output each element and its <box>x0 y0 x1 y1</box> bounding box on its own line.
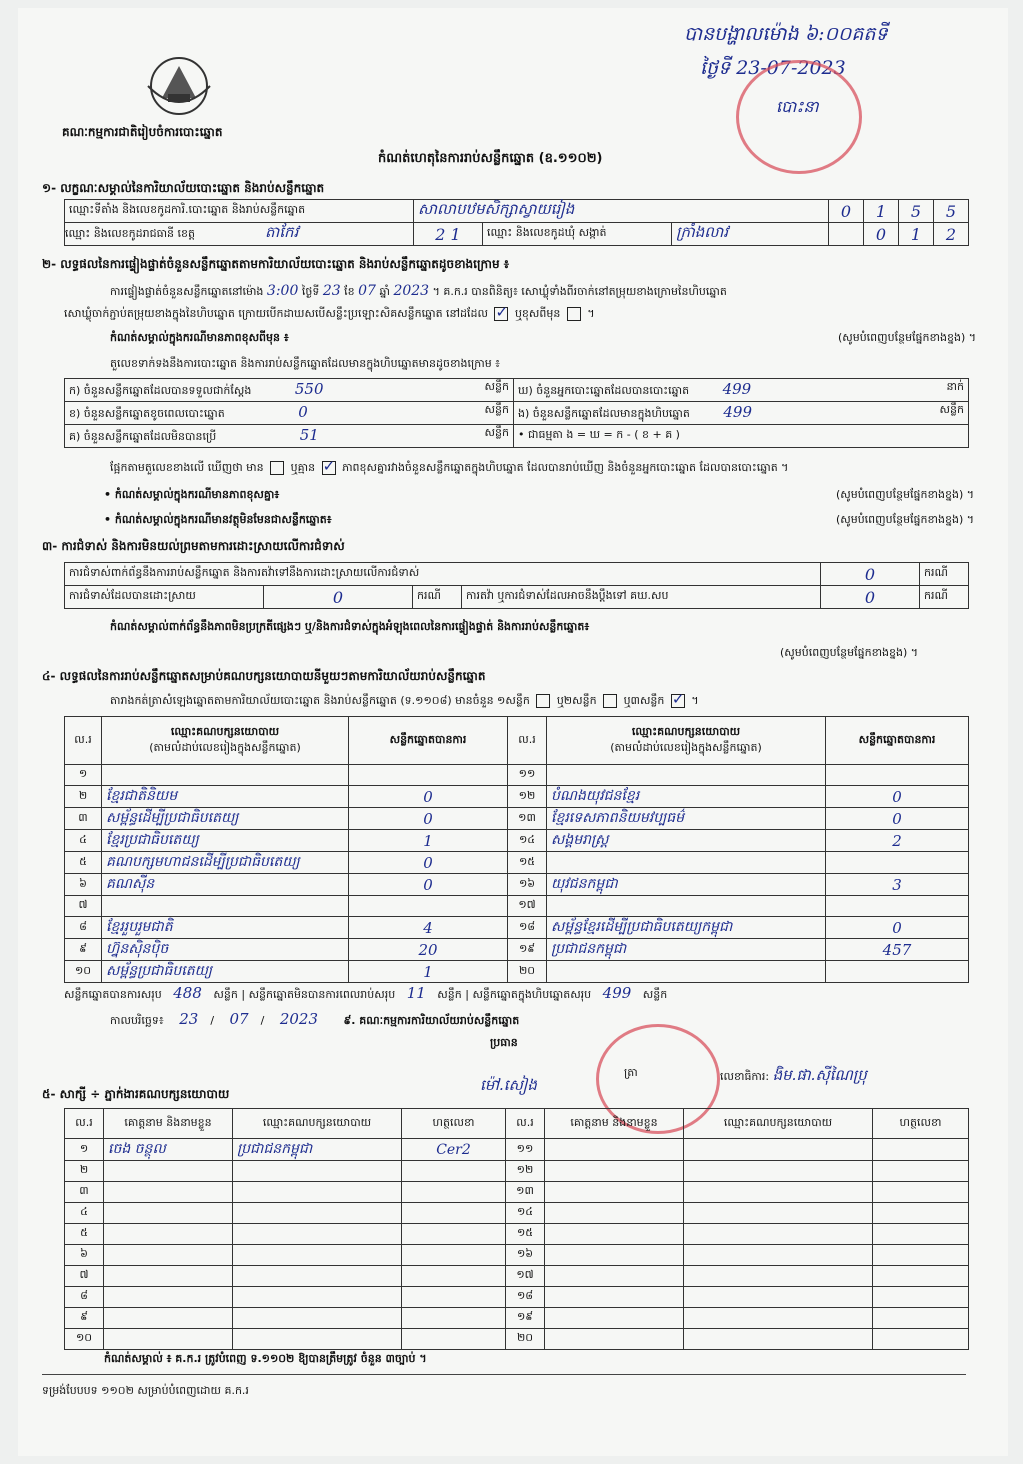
witness-signature <box>873 1203 969 1224</box>
fig-b-label: ខ) ចំនួនសន្លឹកឆ្នោតខូចពេលបោះឆ្នោត 0 សន្លឹក <box>65 402 514 425</box>
party-name: សង្គមរាស្ត្រ <box>547 830 826 852</box>
witness-party <box>684 1308 873 1329</box>
two-sheet-checkbox[interactable] <box>603 694 617 708</box>
party-votes: 1 <box>349 830 508 852</box>
party-no: ១៥ <box>508 852 547 874</box>
witness-signature <box>402 1161 506 1182</box>
objection-resolved-unit: ករណី <box>413 586 462 609</box>
party-name: សម្ព័ន្ធដើម្បីប្រជាធិបតេយ្យ <box>102 808 349 830</box>
table-row <box>65 1224 969 1245</box>
witness-no: ៣ <box>65 1182 104 1203</box>
section5-note: កំណត់សម្គាល់ ៖ គ.ក.រ ត្រូវបំពេញ ទ.១១០២ ឱ្យបានត្រឹមត្រូវ ចំនួន ៣ច្បាប់ ។ <box>104 1352 427 1365</box>
witness-name <box>104 1308 233 1329</box>
party-votes <box>826 896 969 917</box>
party-no: ១២ <box>508 786 547 808</box>
table-row <box>65 852 969 874</box>
witness-signature <box>402 1266 506 1287</box>
witness-party <box>233 1287 402 1308</box>
difference-no-checkbox[interactable] <box>322 461 336 475</box>
secretary-signature: ងិម.ផា.ស៊ីណៃប្រុ <box>772 1066 867 1084</box>
party-name: ហ្វ៊ុនស៊ិនប៉ិច <box>102 939 349 961</box>
witness-name <box>104 1224 233 1245</box>
commune-value: ក្រាំងលាវ <box>672 223 829 246</box>
witness-party <box>684 1329 873 1350</box>
witness-party <box>233 1203 402 1224</box>
objections-table <box>64 562 969 609</box>
verify-time: 3:00 <box>266 283 299 299</box>
party-no: ១៨ <box>508 917 547 939</box>
figures-intro: តួលេខទាក់ទងនឹងការបោះឆ្នោត និងការរាប់សន្លឹកឆ្នោតដែលមានក្នុងហិបឆ្នោតមានដូចខាងក្រោម ៖ <box>110 357 501 370</box>
objection-appeal-label: ការតវ៉ា ឬការជំទាស់ដែលអាចនឹងប្ដឹងទៅ គឃ.សប <box>462 586 821 609</box>
witness-no: ៧ <box>65 1266 104 1287</box>
witness-name <box>545 1161 684 1182</box>
party-results-table <box>64 716 969 983</box>
witness-no: ២ <box>65 1161 104 1182</box>
party-no: ១៩ <box>508 939 547 961</box>
witness-signature <box>402 1329 506 1350</box>
party-votes <box>826 961 969 983</box>
table-row <box>65 808 969 830</box>
ballot-figures-table <box>64 378 969 448</box>
commune-code-2: 1 <box>899 223 934 246</box>
witness-signature <box>873 1182 969 1203</box>
official-stamp-top <box>736 60 862 174</box>
witness-no: ១៧ <box>506 1266 545 1287</box>
witness-signature <box>402 1203 506 1224</box>
col-no-right: ល.រ <box>508 717 547 765</box>
witness-table: ល.រ គោត្តនាម និងនាមខ្លួន ឈ្មោះគណបក្សនយោបាយ ហត្ថលេខា ល.រ គោត្តនាម និងនាមខ្លួន ឈ្មោះគណបក្សនយោបាយ ហត្ថលេខា ១ ចេង ចន្ថុល ប្រជាជនកម្ពុជា Cer2 ១១ ២ ១២ ៣ ១៣ ៤ ១៤ ៥ ១៥ ៦ ១៦ ៧ ១៧ ៨ ១៨ ៩ ១៩ ១០ ២០ <box>64 1108 969 1350</box>
party-no: ១០ <box>65 961 102 983</box>
party-name: គណបក្សមហាជនដើម្បីប្រជាធិបតេយ្យ <box>102 852 349 874</box>
party-no: ១៧ <box>508 896 547 917</box>
station-info-table <box>64 199 969 246</box>
table-row <box>65 874 969 896</box>
commune-code-1: 0 <box>864 223 899 246</box>
party-name: ខ្មែររួបរួមជាតិ <box>102 917 349 939</box>
party-name <box>547 765 826 786</box>
section1-heading: ១- លក្ខណៈសម្គាល់នៃការិយាល័យបោះឆ្នោត និងរាប់សន្លឹកឆ្នោត <box>42 181 325 195</box>
bullet-difference: • កំណត់សម្គាល់ក្នុងករណីមានភាពខុសគ្នា៖ (សូមបំពេញបន្ថែមផ្នែកខាងខ្នង) ។ <box>104 488 974 501</box>
witness-no: ៥ <box>65 1224 104 1245</box>
witness-no: ៨ <box>65 1287 104 1308</box>
date-month: 07 <box>229 1010 249 1028</box>
witness-signature <box>873 1161 969 1182</box>
table-row <box>65 1329 969 1350</box>
witness-name <box>104 1161 233 1182</box>
station-code-3: 5 <box>899 200 934 223</box>
witness-name <box>545 1182 684 1203</box>
party-no: ៦ <box>65 874 102 896</box>
witness-party <box>233 1329 402 1350</box>
party-name: យុវជនកម្ពុជា <box>547 874 826 896</box>
witness-no: ២០ <box>506 1329 545 1350</box>
party-votes: 4 <box>349 917 508 939</box>
total-box-value: 499 <box>602 984 632 1002</box>
station-label: ឈ្មោះទីតាំង និងលេខកូដការិ.បោះឆ្នោត និងរាប់សន្លឹកឆ្នោត <box>65 200 414 223</box>
section2-heading: ២- លទ្ធផលនៃការផ្ទៀងផ្ទាត់ចំនួនសន្លឹកឆ្នោតតាមការិយាល័យបោះឆ្នោត និងរាប់សន្លឹកឆ្នោតដូចខាងក្រោម ៖ <box>42 257 510 271</box>
party-votes <box>826 765 969 786</box>
witness-signature <box>402 1245 506 1266</box>
witness-name <box>545 1203 684 1224</box>
col-no-left: ល.រ <box>65 717 102 765</box>
witness-signature <box>873 1329 969 1350</box>
party-name: បំណងយុវជនខ្មែរ <box>547 786 826 808</box>
three-sheet-checkbox[interactable] <box>671 694 685 708</box>
witness-party <box>233 1224 402 1245</box>
col-party-left: ឈ្មោះគណបក្សនយោបាយ (តាមលំដាប់លេខរៀងក្នុងសន្លឹកឆ្នោត) <box>102 717 349 765</box>
commune-code-3: 2 <box>934 223 969 246</box>
witness-name <box>545 1139 684 1161</box>
table-row <box>65 765 969 786</box>
table-row <box>65 896 969 917</box>
party-name: ខ្មែរជាតិនិយម <box>102 786 349 808</box>
witness-name <box>545 1245 684 1266</box>
witness-signature <box>873 1245 969 1266</box>
party-votes <box>349 765 508 786</box>
seal-same-checkbox[interactable] <box>494 307 508 321</box>
objection-row1-unit: ករណី <box>920 563 969 586</box>
party-votes: 0 <box>826 808 969 830</box>
witness-signature: Cer2 <box>402 1139 506 1161</box>
fig-a-label: ក) ចំនួនសន្លឹកឆ្នោតដែលបានទទួលជាក់ស្តែង 550 សន្លឹក <box>65 379 514 402</box>
party-name: ខ្មែរទេសភាពនិយមវប្បធម៌ <box>547 808 826 830</box>
difference-note-line: កំណត់សម្គាល់ក្នុងករណីមានភាពខុសពីមុន ៖ (សូមបំពេញបន្ថែមផ្នែកខាងខ្នង) ។ <box>110 331 976 344</box>
witness-party <box>684 1266 873 1287</box>
witness-party <box>233 1266 402 1287</box>
fig-d-label: ឃ) ចំនួនអ្នកបោះឆ្នោតដែលបានបោះឆ្នោត 499 នាក់ <box>514 379 969 402</box>
party-name: សម្ព័ន្ធខ្មែរដើម្បីប្រជាធិបតេយ្យកម្ពុជា <box>547 917 826 939</box>
secretary-line: លេខាធិការ: ងិម.ផា.ស៊ីណៃប្រុ <box>720 1066 867 1084</box>
witness-name <box>104 1287 233 1308</box>
total-valid-value: 488 <box>173 984 202 1002</box>
party-votes: 457 <box>826 939 969 961</box>
witness-signature <box>873 1139 969 1161</box>
bullet-non-ballot: • កំណត់សម្គាល់ក្នុងករណីមានវត្ថុមិនមែនជាសន្លឹកឆ្នោត៖ (សូមបំពេញបន្ថែមផ្នែកខាងខ្នង) ។ <box>104 513 974 526</box>
party-name: ប្រជាជនកម្ពុជា <box>547 939 826 961</box>
province-code: 2 1 <box>414 223 483 246</box>
party-name <box>547 961 826 983</box>
witness-party <box>684 1161 873 1182</box>
witness-no: ១៣ <box>506 1182 545 1203</box>
table-row <box>65 830 969 852</box>
witness-name <box>545 1329 684 1350</box>
table-row <box>65 1308 969 1329</box>
party-name <box>547 896 826 917</box>
party-votes: 1 <box>349 961 508 983</box>
total-invalid-value: 11 <box>406 984 426 1002</box>
date-line: កាលបរិច្ឆេទ៖ 23 / 07 / 2023 ៩. គណៈកម្មការការិយាល័យរាប់សន្លឹកឆ្នោត <box>110 1010 520 1028</box>
party-no: ១ <box>65 765 102 786</box>
witness-party <box>684 1182 873 1203</box>
station-code-4: 5 <box>934 200 969 223</box>
date-year: 2023 <box>279 1010 318 1028</box>
witness-name <box>545 1308 684 1329</box>
org-name: គណៈកម្មការជាតិរៀបចំការបោះឆ្នោត <box>62 125 223 139</box>
witness-party <box>233 1182 402 1203</box>
witness-signature <box>402 1224 506 1245</box>
witness-no: ១២ <box>506 1161 545 1182</box>
chair-label: ប្រធាន <box>490 1036 518 1049</box>
table-row <box>65 1161 969 1182</box>
party-no: ៩ <box>65 939 102 961</box>
witness-party <box>684 1245 873 1266</box>
objection-resolved-value: 0 <box>264 586 413 609</box>
witness-signature <box>873 1266 969 1287</box>
form-title: កំណត់ហេតុនៃការរាប់សន្លឹកឆ្នោត (ឧ.១១០២) <box>378 151 603 166</box>
corner-note-receiver: បោះនា <box>776 97 819 116</box>
witness-no: ១១ <box>506 1139 545 1161</box>
objection-appeal-unit: ករណី <box>920 586 969 609</box>
station-code-1: 0 <box>829 200 864 223</box>
witness-party <box>684 1139 873 1161</box>
party-no: ១១ <box>508 765 547 786</box>
witness-party <box>233 1245 402 1266</box>
nec-emblem <box>142 54 216 118</box>
province-value: តាកែវ <box>265 223 299 241</box>
table-row <box>65 1245 969 1266</box>
fig-c-label: គ) ចំនួនសន្លឹកឆ្នោតដែលមិនបានប្រើ 51 សន្លឹក <box>65 425 514 448</box>
col-votes-right: សន្លឹកឆ្នោតបានការ <box>826 717 969 765</box>
party-no: ១៣ <box>508 808 547 830</box>
party-no: ៨ <box>65 917 102 939</box>
col-party-right: ឈ្មោះគណបក្សនយោបាយ (តាមលំដាប់លេខរៀងក្នុងសន្លឹកឆ្នោត) <box>547 717 826 765</box>
party-no: ១៦ <box>508 874 547 896</box>
fig-formula: • ជាធម្មតា ង = ឃ = ក - ( ខ + គ ) <box>514 425 969 448</box>
witness-party <box>233 1308 402 1329</box>
party-name: ខ្មែរប្រជាធិបតេយ្យ <box>102 830 349 852</box>
witness-signature <box>402 1182 506 1203</box>
witness-no: ៩ <box>65 1308 104 1329</box>
objection-resolved-label: ការជំទាស់ដែលបានដោះស្រាយ <box>65 586 264 609</box>
irregularity-fill-hint: (សូមបំពេញបន្ថែមផ្នែកខាងខ្នង) ។ <box>780 646 919 659</box>
witness-name <box>545 1266 684 1287</box>
table-row <box>65 1266 969 1287</box>
commune-label: ឈ្មោះ និងលេខកូដឃុំ សង្កាត់ <box>483 223 672 246</box>
party-no: ៤ <box>65 830 102 852</box>
witness-no: ១៤ <box>506 1203 545 1224</box>
seal-check-line: សោឃ្លុំចាក់ភ្ជាប់តម្រុយខាងក្នុងនៃហិបឆ្នោត ក្រោយបើកដាឃសបើសន្លឹះប្រឡោះសិគសន្លឹកឆ្នោត នៅដដែល ✓ ឬខុសពីមុន ។ <box>64 307 595 323</box>
fig-e-label: ង) ចំនួនសន្លឹកឆ្នោតដែលមានក្នុងហិបឆ្នោត 499 សន្លឹក <box>514 402 969 425</box>
party-votes: 3 <box>826 874 969 896</box>
party-votes: 20 <box>349 939 508 961</box>
witness-party <box>684 1224 873 1245</box>
party-no: ២០ <box>508 961 547 983</box>
party-votes <box>826 852 969 874</box>
witness-signature <box>873 1224 969 1245</box>
witness-signature <box>873 1287 969 1308</box>
witness-no: ១៦ <box>506 1245 545 1266</box>
tally-sheet-line: តារាងកត់ត្រាសំឡេងឆ្នោតតាមការិយាល័យបោះឆ្នោត និងរាប់សន្លឹកឆ្នោត (ទ.១១០៨) មានចំនួន ១សន្លឹក ឬ២សន្លឹក ឬ៣សន្លឹក ✓ ។ <box>110 694 699 710</box>
witness-no: ១៨ <box>506 1287 545 1308</box>
party-votes: 0 <box>826 917 969 939</box>
witness-party <box>684 1203 873 1224</box>
witness-no: ១៥ <box>506 1224 545 1245</box>
section4-heading: ៤- លទ្ធផលនៃការរាប់សន្លឹកឆ្នោតសម្រាប់គណបក្សនយោបាយនីមួយៗតាមការិយាល័យរាប់សន្លឹកឆ្នោត <box>42 669 486 683</box>
form-footer: ទម្រង់បែបបទ ១១០២ សម្រាប់បំពេញដោយ គ.ក.រ <box>42 1384 249 1397</box>
verify-day: 23 <box>322 283 341 299</box>
footer-divider <box>42 1374 966 1375</box>
witness-no: ១ <box>65 1139 104 1161</box>
witness-name <box>545 1224 684 1245</box>
party-no: ៥ <box>65 852 102 874</box>
witness-signature <box>873 1308 969 1329</box>
chair-signature: ម៉ៅ.សៀង <box>480 1076 537 1094</box>
table-row <box>65 917 969 939</box>
difference-check-line: ផ្អែកតាមតួលេខខាងលើ ឃើញថា មាន ឬគ្មាន ✓ ភាពខុសគ្នារវាងចំនួនសន្លឹកឆ្នោតក្នុងហិបឆ្នោត ដែលបានរាប់ឃើញ និងចំនួនអ្នកបោះឆ្នោត ដែលបានបោះឆ្នោត ។ <box>110 461 788 477</box>
table-row <box>65 1139 969 1161</box>
party-no: ៧ <box>65 896 102 917</box>
table-row <box>65 1287 969 1308</box>
party-votes: 0 <box>349 786 508 808</box>
irregularity-note: កំណត់សម្គាល់ពាក់ព័ន្ធនឹងភាពមិនប្រក្រតីផ្សេងៗ ឬ/និងការជំទាស់ក្នុងអំឡុងពេលនៃការផ្ទៀងផ្ទាត់ និងការរាប់សន្លឹកឆ្នោត៖ <box>110 620 590 633</box>
witness-name <box>104 1329 233 1350</box>
party-name <box>102 765 349 786</box>
date-day: 23 <box>179 1010 199 1028</box>
witness-no: ១៩ <box>506 1308 545 1329</box>
witness-party <box>233 1161 402 1182</box>
verification-paragraph: ការផ្ទៀងផ្ទាត់ចំនួនសន្លឹកឆ្នោតនៅម៉ោង 3:00 ថ្ងៃទី 23 ខែ 07 ឆ្នាំ 2023 ។ គ.ក.រ បានពិនិត្យ៖ សោឃ្លុំទាំងពីរចាក់នៅតម្រុយខាងក្រោមនៃហិបឆ្នោត <box>110 283 727 299</box>
seal-different-checkbox[interactable] <box>567 307 581 321</box>
party-votes <box>349 896 508 917</box>
witness-name <box>545 1287 684 1308</box>
witness-signature <box>402 1287 506 1308</box>
section3-heading: ៣- ការជំទាស់ និងការមិនយល់ព្រមតាមការដោះស្រាយលើការជំទាស់ <box>42 539 345 553</box>
witness-signature <box>402 1308 506 1329</box>
party-no: ៣ <box>65 808 102 830</box>
objection-row1-value: 0 <box>821 563 920 586</box>
witness-no: ៤ <box>65 1203 104 1224</box>
party-votes: 0 <box>349 808 508 830</box>
table-row <box>65 1182 969 1203</box>
station-code-2: 1 <box>864 200 899 223</box>
party-votes: 0 <box>349 874 508 896</box>
table-row <box>65 961 969 983</box>
witness-name <box>104 1245 233 1266</box>
party-name: សម្ព័ន្ធប្រជាធិបតេយ្យ <box>102 961 349 983</box>
col-votes-left: សន្លឹកឆ្នោតបានការ <box>349 717 508 765</box>
verify-year: 2023 <box>393 283 430 299</box>
table-row <box>65 939 969 961</box>
witness-name: ចេង ចន្ថុល <box>104 1139 233 1161</box>
table-row <box>65 786 969 808</box>
party-name <box>102 896 349 917</box>
party-votes: 0 <box>826 786 969 808</box>
section5-heading: ៥- សាក្សី ÷ ភ្នាក់ងារគណបក្សនយោបាយ <box>42 1087 230 1101</box>
corner-note-line1: បានបង្ហាលម៉ោង ៦:០០គតទី <box>684 23 888 45</box>
objection-appeal-value: 0 <box>821 586 920 609</box>
witness-no: ១០ <box>65 1329 104 1350</box>
party-name <box>547 852 826 874</box>
corner-note-line2: ថ្ងៃទី 23-07-2023 <box>700 57 846 79</box>
difference-yes-checkbox[interactable] <box>270 461 284 475</box>
objection-row1-label: ការជំទាស់ពាក់ព័ន្ធនឹងការរាប់សន្លឹកឆ្នោត និងការតវ៉ាទៅនឹងការដោះស្រាយលើការជំទាស់ <box>65 563 821 586</box>
verify-month: 07 <box>358 283 376 299</box>
party-name: គណស៊ីន <box>102 874 349 896</box>
station-value: សាលាបឋមសិក្សាស្វាយរៀង <box>414 200 829 223</box>
witness-party: ប្រជាជនកម្ពុជា <box>233 1139 402 1161</box>
witness-party <box>684 1287 873 1308</box>
seal-label: ត្រា <box>624 1066 638 1079</box>
party-votes: 2 <box>826 830 969 852</box>
witness-name <box>104 1182 233 1203</box>
party-no: ២ <box>65 786 102 808</box>
totals-line: សន្លឹកឆ្នោតបានការសរុប 488 សន្លឹក | សន្លឹកឆ្នោតមិនបានការពេលរាប់សរុប 11 សន្លឹក | សន្លឹកឆ្នោតក្នុងហិបឆ្នោតសរុប 499 សន្លឹក <box>64 984 668 1002</box>
witness-no: ៦ <box>65 1245 104 1266</box>
witness-name <box>104 1203 233 1224</box>
table-row <box>65 1203 969 1224</box>
province-label: ឈ្មោះ និងលេខកូដរាជធានី ខេត្ត <box>65 227 195 240</box>
one-sheet-checkbox[interactable] <box>536 694 550 708</box>
party-votes: 0 <box>349 852 508 874</box>
party-no: ១៤ <box>508 830 547 852</box>
witness-name <box>104 1266 233 1287</box>
